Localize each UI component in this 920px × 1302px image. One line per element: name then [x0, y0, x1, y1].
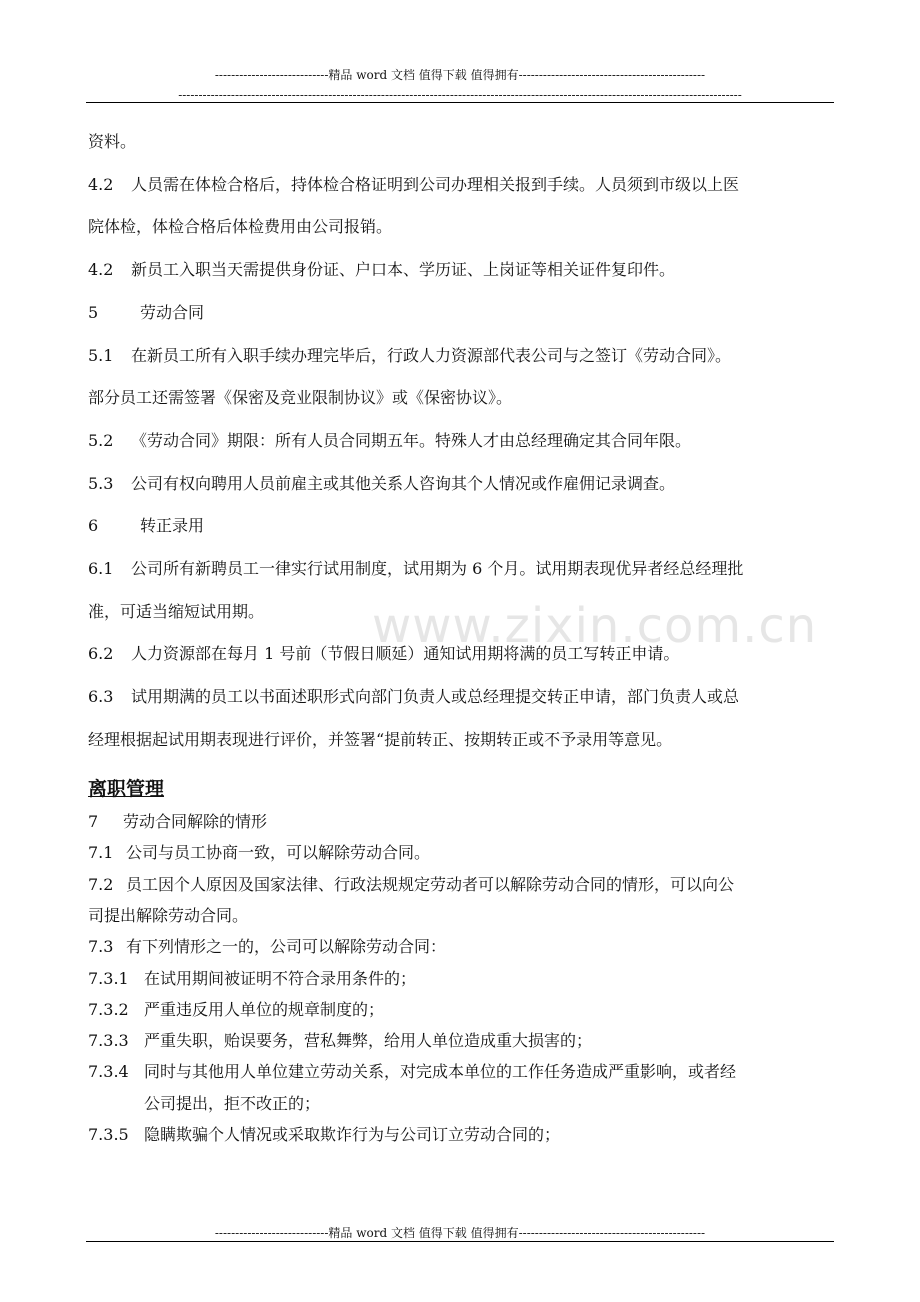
- clause-text: 部分员工还需签署《保密及竞业限制协议》或《保密协议》。: [88, 388, 513, 408]
- paragraph-line: [88, 1031, 592, 1051]
- paragraph-line: [88, 687, 739, 707]
- clause-text: 隐瞒欺骗个人情况或采取欺诈行为与公司订立劳动合同的；: [144, 1125, 561, 1144]
- clause-text: 有下列情形之一的，公司可以解除劳动合同：: [126, 937, 447, 957]
- clause-text: 新员工入职当天需提供身份证、户口本、学历证、上岗证等相关证件复印件。: [131, 260, 676, 280]
- clause-text: 院体检，体检合格后体检费用由公司报销。: [88, 217, 393, 237]
- clause-text: 在试用期间被证明不符合录用条件的；: [144, 968, 417, 988]
- paragraph-line: [88, 217, 392, 237]
- header-line-2: -------------------------------------------------------------------------------------------------------------------------------------------: [178, 88, 742, 102]
- clause-number: 5.2: [88, 430, 114, 450]
- paragraph-line: [88, 906, 248, 926]
- clause-number: 4.2: [88, 174, 114, 194]
- clause-text: 公司提出，拒不改正的；: [144, 1093, 321, 1113]
- paragraph-line: [88, 730, 672, 750]
- paragraph-line: [88, 474, 675, 494]
- footer-rule: [86, 1241, 834, 1242]
- clause-number: 6.2: [88, 644, 114, 664]
- clause-text: 在新员工所有入职手续办理完毕后，行政人力资源部代表公司与之签订《劳动合同》。: [131, 345, 732, 365]
- clause-text: 劳动合同解除的情形: [123, 812, 268, 831]
- header-rule: [86, 102, 834, 103]
- paragraph-line: [88, 875, 734, 895]
- clause-text: 同时与其他用人单位建立劳动关系，对完成本单位的工作任务造成严重影响，或者经: [144, 1062, 737, 1082]
- clause-number: 6.1: [88, 559, 114, 578]
- clause-number: 5: [88, 302, 99, 322]
- clause-number: 7.3.1: [88, 968, 129, 988]
- clause-text: 试用期满的员工以书面述职形式向部门负责人或总经理提交转正申请，部门负责人或总: [131, 687, 740, 707]
- clause-text: 资料。: [88, 132, 137, 151]
- clause-number: 7.1: [88, 843, 114, 863]
- clause-text: 《劳动合同》期限：所有人员合同期五年。特殊人才由总经理确定其合同年限。: [131, 430, 692, 450]
- paragraph-line: [88, 602, 264, 622]
- clause-text: 劳动合同: [140, 302, 205, 322]
- clause-number: 4.2: [88, 260, 114, 280]
- paragraph-line: [144, 1094, 320, 1114]
- paragraph-line: [88, 132, 136, 152]
- paragraph-line: [88, 644, 679, 664]
- watermark: www.zixin.com.cn: [372, 598, 818, 654]
- clause-text: 公司有权向聘用人员前雇主或其他关系人咨询其个人情况或作雇佣记录调查。: [131, 473, 676, 493]
- clause-text: 转正录用: [140, 516, 205, 536]
- clause-number: 5.3: [88, 473, 114, 493]
- clause-number: 5.1: [88, 345, 114, 365]
- clause-text: 人员需在体检合格后，持体检合格证明到公司办理相关报到手续。人员须到市级以上医: [131, 174, 740, 194]
- paragraph-line: [88, 969, 416, 989]
- clause-text: 司提出解除劳动合同。: [88, 905, 249, 925]
- paragraph-line: [88, 175, 739, 195]
- clause-number: 7.3: [88, 937, 114, 957]
- clause-number: 7.3.5: [88, 1125, 129, 1144]
- footer-line-1: ----------------------------精品 word 文档 值得下载 值得拥有----------------------------------------------: [214, 1226, 706, 1240]
- clause-number: 7.3.2: [88, 999, 129, 1019]
- clause-number: 7.2: [88, 874, 114, 894]
- paragraph-line: [88, 516, 204, 536]
- clause-text: 严重违反用人单位的规章制度的；: [144, 999, 385, 1019]
- clause-text: 公司所有新聘员工一律实行试用制度，试用期为 6 个月。试用期表现优异者经总经理批: [131, 559, 744, 578]
- clause-text: 公司与员工协商一致，可以解除劳动合同。: [126, 843, 431, 863]
- section-heading: 离职管理: [88, 778, 165, 800]
- clause-text: 严重失职，贻误要务，营私舞弊，给用人单位造成重大损害的；: [144, 1031, 593, 1051]
- paragraph-line: [88, 812, 267, 832]
- paragraph-line: [88, 260, 675, 280]
- clause-number: 6.3: [88, 687, 114, 707]
- paragraph-line: [88, 1062, 736, 1082]
- clause-number: 6: [88, 516, 99, 536]
- clause-text: 准，可适当缩短试用期。: [88, 601, 265, 621]
- paragraph-line: [88, 843, 430, 863]
- paragraph-line: [88, 388, 512, 408]
- paragraph-line: [88, 1125, 560, 1145]
- clause-text: 员工因个人原因及国家法律、行政法规规定劳动者可以解除劳动合同的情形，可以向公: [126, 874, 735, 894]
- clause-number: 7.3.3: [88, 1031, 129, 1051]
- paragraph-line: [88, 559, 743, 579]
- clause-text: 人力资源部在每月 1 号前（节假日顺延）通知试用期将满的员工写转正申请。: [131, 644, 680, 664]
- clause-text: 经理根据起试用期表现进行评价，并签署“提前转正、按期转正或不予录用等意见。: [88, 729, 673, 749]
- header-line-1: ----------------------------精品 word 文档 值得下载 值得拥有----------------------------------------------: [214, 68, 706, 82]
- clause-number: 7.3.4: [88, 1062, 129, 1082]
- paragraph-line: [88, 303, 204, 323]
- paragraph-line: [88, 937, 446, 957]
- paragraph-line: [88, 1000, 384, 1020]
- paragraph-line: [88, 431, 691, 451]
- paragraph-line: [88, 346, 731, 366]
- clause-number: 7: [88, 812, 99, 831]
